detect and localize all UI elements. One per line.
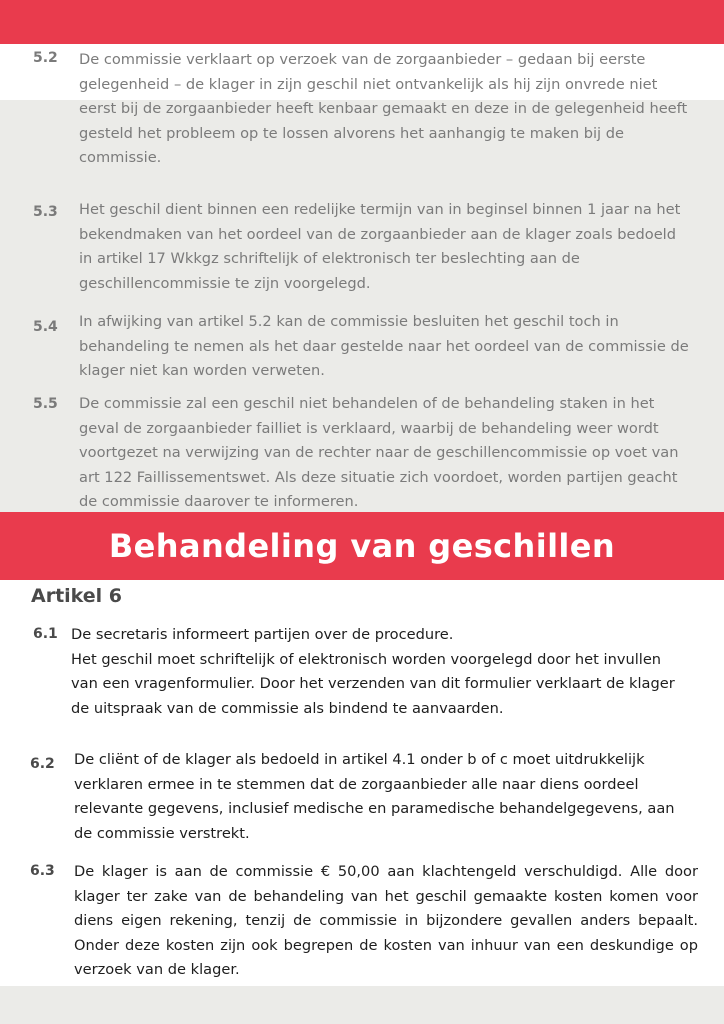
clause-5-3 bbox=[0, 198, 689, 296]
clause-number: 5.2 bbox=[33, 50, 58, 66]
clause-text: De commissie verklaart op verzoek van de zorgaanbieder – gedaan bij eerste gelegenheid – de klager in zijn geschil niet ontvankelijk als hij zijn onvrede niet eerst bij de zorgaanbieder heeft kenbaar gemaakt en deze in de gelegenheid heeft gesteld het probleem op te lossen alvorens het aanhangig te maken bij de commissie. bbox=[79, 51, 688, 166]
article-title: Artikel 6 bbox=[31, 585, 123, 607]
clause-number: 5.4 bbox=[33, 319, 58, 335]
bottom-gray-band bbox=[0, 986, 724, 1024]
clause-number: 6.1 bbox=[33, 626, 58, 642]
clause-text: De klager is aan de commissie € 50,00 aan klachtengeld verschuldigd. Alle door klager ter zake van de behandeling van het geschil gemaakte kosten komen voor diens eigen rekening, tenzij de commissie in bijzondere gevallen anders bepaalt. Onder deze kosten zijn ook begrepen de kosten van inhuur van een deskundige op verzoek van de klager. bbox=[74, 863, 698, 978]
clause-number: 5.3 bbox=[33, 204, 58, 220]
clause-6-2 bbox=[30, 748, 694, 846]
clause-text bbox=[71, 623, 681, 721]
top-accent-band bbox=[0, 0, 724, 44]
section-heading: Behandeling van geschillen bbox=[108, 527, 616, 565]
clause-number: 5.5 bbox=[33, 396, 58, 412]
clause-6-3 bbox=[30, 860, 698, 983]
clause-text: Het geschil dient binnen een redelijke termijn van in beginsel binnen 1 jaar na het bekendmaken van het oordeel van de zorgaanbieder aan de klager zoals bedoeld in artikel 17 Wkkgz schriftelijk of elektronisch ter beslechting aan de geschillencommissie te zijn voorgelegd. bbox=[79, 201, 681, 292]
clause-text: In afwijking van artikel 5.2 kan de commissie besluiten het geschil toch in behandeling te nemen als het daar gestelde naar het oordeel van de commissie de klager niet kan worden verweten. bbox=[79, 313, 689, 379]
clause-5-5 bbox=[0, 392, 689, 515]
clause-5-2 bbox=[0, 48, 689, 171]
clause-number: 6.3 bbox=[30, 863, 55, 879]
clause-paragraph: Het geschil moet schriftelijk of elektronisch worden voorgelegd door het invullen van een vragenformulier. Door het verzenden van dit formulier verklaart de klager de uitspraak van de commissie als bindend te aanvaarden. bbox=[71, 650, 675, 717]
clause-6-1 bbox=[33, 623, 681, 721]
clause-5-4 bbox=[0, 310, 689, 384]
clause-line: De secretaris informeert partijen over de procedure. bbox=[71, 626, 454, 643]
clause-text: De cliënt of de klager als bedoeld in artikel 4.1 onder b of c moet uitdrukkelijk verklaren ermee in te stemmen dat de zorgaanbieder alle naar diens oordeel relevante gegevens, inclusief medische en paramedische behandelgegevens, aan de commissie verstrekt. bbox=[74, 751, 675, 842]
clause-text: De commissie zal een geschil niet behandelen of de behandeling staken in het geval de zorgaanbieder failliet is verklaard, waarbij de behandeling weer wordt voortgezet na verwijzing van de rechter naar de geschillencommissie op voet van art 122 Faillissementswet. Als deze situatie zich voordoet, worden partijen geacht de commissie daarover te informeren. bbox=[79, 395, 679, 510]
clause-number: 6.2 bbox=[30, 756, 55, 772]
